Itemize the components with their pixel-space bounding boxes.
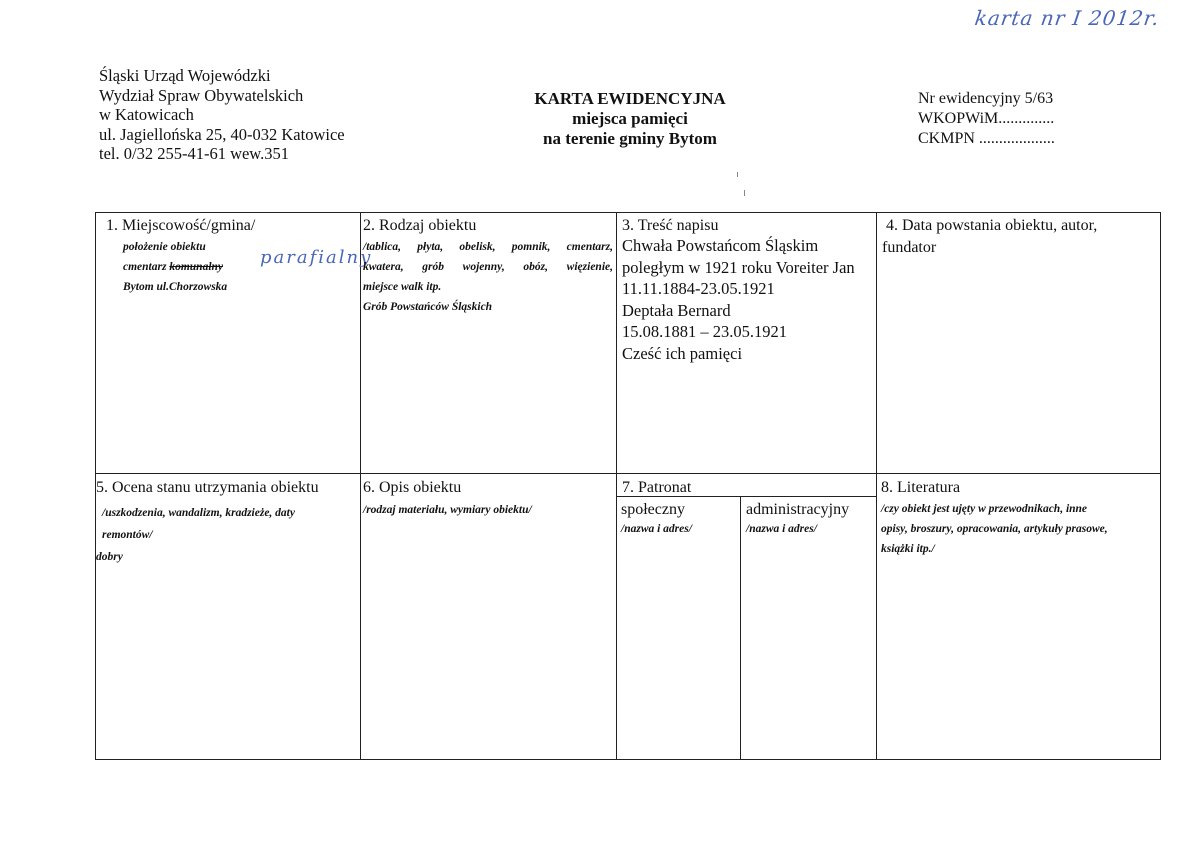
section-description bbox=[363, 478, 613, 520]
patronage-social-label: społeczny bbox=[621, 501, 685, 518]
object-type-hint-line: miejsce walk itp. bbox=[363, 281, 442, 293]
office-line: tel. 0/32 255-41-61 wew.351 bbox=[99, 144, 290, 164]
literature-hint: /czy obiekt jest ujęty w przewodnikach, inne bbox=[881, 503, 1088, 515]
condition-hint: /uszkodzenia, wandalizm, kradzieże, daty bbox=[102, 507, 295, 519]
section-creation-date bbox=[882, 216, 1157, 257]
literature-hint-end: książki itp./ bbox=[881, 543, 935, 555]
registry-number: Nr ewidencyjny 5/63 bbox=[918, 90, 1054, 107]
inscription-line: 11.11.1884-23.05.1921 bbox=[622, 279, 775, 298]
office-line: ul. Jagiellońska 25, 40-032 Katowice bbox=[99, 124, 345, 144]
patronage-social bbox=[621, 500, 737, 539]
title-main: KARTA EWIDENCYJNA bbox=[534, 89, 726, 108]
table-col-divider bbox=[876, 212, 877, 760]
section-location bbox=[106, 216, 373, 297]
section-location-heading: 1. Miejscowość/gmina/ bbox=[106, 217, 256, 234]
section-literature bbox=[881, 478, 1157, 559]
section-description-heading: 6. Opis obiektu bbox=[363, 479, 462, 496]
table-border-right bbox=[1160, 212, 1161, 760]
section-patronage-heading: 7. Patronat bbox=[622, 479, 692, 496]
cemetery-prefix: cmentarz bbox=[123, 261, 170, 273]
issuing-office-block bbox=[99, 66, 345, 164]
patronage-admin-label: administracyjny bbox=[746, 501, 850, 518]
table-border-bottom bbox=[95, 759, 1161, 760]
section-object-type-heading: 2. Rodzaj obiektu bbox=[363, 217, 477, 234]
table-col-divider bbox=[360, 212, 361, 760]
section-literature-heading: 8. Literatura bbox=[881, 479, 961, 496]
registry-wkopwim: WKOPWiM.............. bbox=[918, 110, 1055, 127]
description-hint: /rodzaj materiału, wymiary obiektu/ bbox=[363, 504, 532, 516]
object-address: Bytom ul.Chorzowska bbox=[123, 281, 228, 293]
condition-value: dobry bbox=[96, 551, 123, 563]
section-condition-heading: 5. Ocena stanu utrzymania obiektu bbox=[96, 479, 319, 496]
office-line: w Katowicach bbox=[99, 105, 194, 125]
title-area: na terenie gminy Bytom bbox=[543, 129, 717, 148]
scan-speck bbox=[737, 172, 738, 177]
section-object-type bbox=[363, 216, 613, 317]
condition-hint-cont: remontów/ bbox=[102, 529, 153, 541]
object-type-hint-line: kwatera, grób wojenny, obóz, więzienie, bbox=[363, 261, 613, 273]
section-location-hint: położenie obiektu bbox=[123, 241, 206, 253]
section-patronage bbox=[622, 478, 874, 497]
object-type-value: Grób Powstańców Śląskich bbox=[363, 301, 493, 313]
title-sub: miejsca pamięci bbox=[572, 109, 688, 128]
handwritten-card-number-note: karta nr I 2012r. bbox=[973, 6, 1162, 30]
patronage-social-hint: /nazwa i adres/ bbox=[621, 523, 692, 535]
section-inscription bbox=[622, 216, 874, 364]
inscription-line: Deptała Bernard bbox=[622, 300, 731, 320]
object-type-hint-line: /tablica, płyta, obelisk, pomnik, cmentarz, bbox=[363, 241, 613, 253]
literature-hint-cont: opisy, broszury, opracowania, artykuły prasowe, bbox=[881, 523, 1108, 535]
table-border-top bbox=[95, 212, 1161, 213]
inscription-line: Cześć ich pamięci bbox=[622, 343, 743, 363]
inscription-line: 15.08.1881 – 23.05.1921 bbox=[622, 322, 787, 341]
cemetery-type-struck: komunalny bbox=[169, 261, 224, 273]
section-inscription-heading: 3. Treść napisu bbox=[622, 217, 719, 234]
patronat-col-divider bbox=[740, 496, 741, 760]
scan-speck bbox=[744, 190, 745, 196]
patronage-admin-hint: /nazwa i adres/ bbox=[746, 523, 817, 535]
table-row-divider bbox=[95, 473, 1161, 474]
table-col-divider bbox=[616, 212, 617, 760]
office-line: Śląski Urząd Wojewódzki bbox=[99, 66, 271, 85]
inscription-line: Chwała Powstańcom Śląskim bbox=[622, 236, 819, 255]
section-creation-date-heading: 4. Data powstania obiektu, autor, bbox=[886, 217, 1098, 234]
document-title bbox=[480, 89, 780, 149]
registry-block bbox=[918, 89, 1055, 149]
office-line: Wydział Spraw Obywatelskich bbox=[99, 85, 304, 105]
section-creation-date-heading-cont: fundator bbox=[882, 239, 937, 256]
inscription-line: poległym w 1921 roku Voreiter Jan bbox=[622, 257, 855, 277]
registry-ckmpn: CKMPN ................... bbox=[918, 130, 1055, 147]
handwritten-cemetery-correction: parafialny bbox=[260, 247, 373, 268]
patronage-admin bbox=[746, 500, 874, 539]
section-condition bbox=[96, 478, 358, 567]
